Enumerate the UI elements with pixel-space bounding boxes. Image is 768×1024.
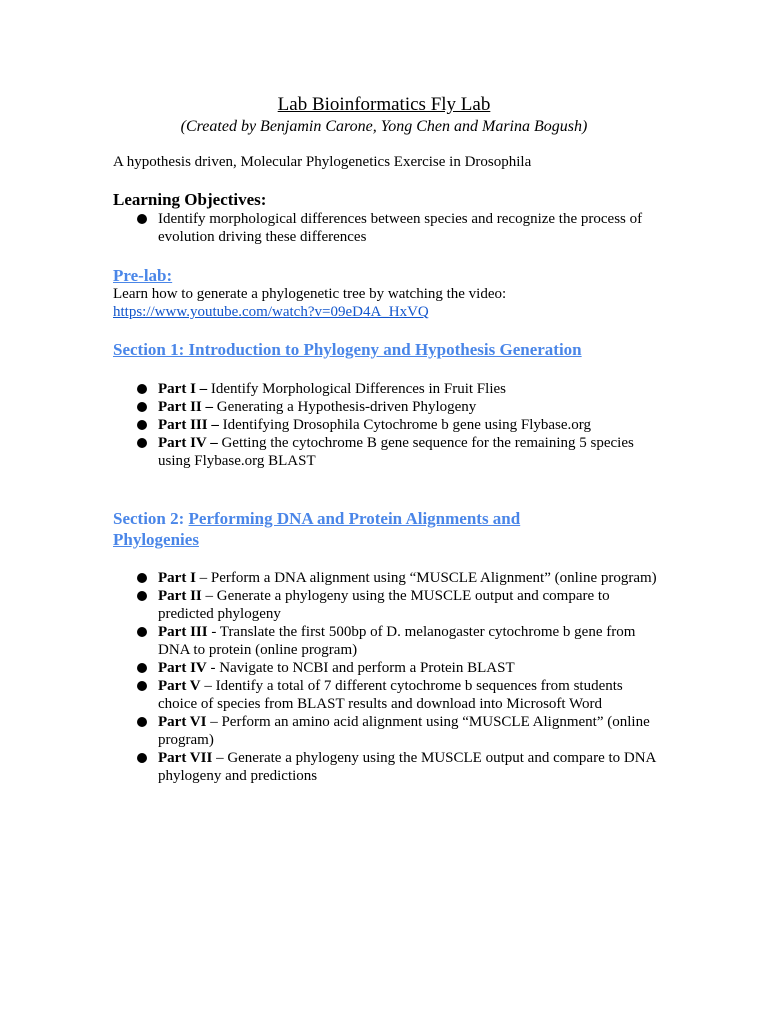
prelab-heading: Pre-lab: <box>113 266 173 285</box>
part-label: Part IV <box>158 660 207 676</box>
learning-objectives-heading: Learning Objectives: <box>113 190 267 209</box>
part-text: - Translate the first 500bp of D. melanogaster cytochrome b gene from DNA to protein (online program) <box>158 624 636 658</box>
part-label: Part III – <box>158 417 219 433</box>
bullet-icon <box>137 384 147 394</box>
part-text: Identifying Drosophila Cytochrome b gene using Flybase.org <box>218 417 591 433</box>
part-text: – Perform an amino acid alignment using “MUSCLE Alignment” (online program) <box>158 714 650 748</box>
list-item <box>0 398 658 416</box>
list-item <box>0 623 658 659</box>
bullet-icon <box>137 420 147 430</box>
bullet-icon <box>137 717 147 727</box>
part-text: – Generate a phylogeny using the MUSCLE output and compare to DNA phylogeny and predictions <box>158 750 656 784</box>
part-label: Part I <box>158 570 196 586</box>
section2-heading <box>113 508 553 550</box>
part-label: Part VI <box>158 714 207 730</box>
section1-heading: Section 1: Introduction to Phylogeny and Hypothesis Generation <box>113 340 582 359</box>
part-label: Part IV – <box>158 435 218 451</box>
list-item <box>0 434 658 470</box>
list-item <box>0 713 658 749</box>
list-item <box>0 569 658 587</box>
part-text: Identify Morphological Differences in Fruit Flies <box>207 381 506 397</box>
document-title: Lab Bioinformatics Fly Lab <box>277 94 491 115</box>
list-item <box>0 210 658 246</box>
list-item <box>0 416 658 434</box>
section2-prefix: Section 2: <box>113 509 189 528</box>
part-label: Part II <box>158 588 202 604</box>
bullet-icon <box>137 591 147 601</box>
bullet-icon <box>137 627 147 637</box>
bullet-icon <box>137 573 147 583</box>
part-label: Part II – <box>158 399 213 415</box>
part-text: – Perform a DNA alignment using “MUSCLE Alignment” (online program) <box>195 570 657 586</box>
part-label: Part V <box>158 678 201 694</box>
part-text: Getting the cytochrome B gene sequence for the remaining 5 species using Flybase.org BLAST <box>158 435 634 469</box>
bullet-icon <box>137 438 147 448</box>
bullet-icon <box>137 663 147 673</box>
list-item <box>0 659 658 677</box>
video-link[interactable]: https://www.youtube.com/watch?v=09eD4A_HxVQ <box>113 304 429 320</box>
part-label: Part I – <box>158 381 208 397</box>
part-label: Part III <box>158 624 208 640</box>
bullet-icon <box>137 402 147 412</box>
list-item <box>0 587 658 623</box>
section1-list <box>0 380 658 470</box>
list-item <box>0 677 658 713</box>
document-subtitle: (Created by Benjamin Carone, Yong Chen and Marina Bogush) <box>180 118 588 135</box>
part-label: Part VII <box>158 750 213 766</box>
objective-text: Identify morphological differences between species and recognize the process of evolution driving these differences <box>158 211 643 245</box>
part-text: - Navigate to NCBI and perform a Protein BLAST <box>206 660 515 676</box>
section2-title: Performing DNA and Protein Alignments and Phylogenies <box>113 509 521 549</box>
intro-text: A hypothesis driven, Molecular Phylogenetics Exercise in Drosophila <box>113 154 532 170</box>
learning-objectives-list <box>0 210 658 246</box>
bullet-icon <box>137 214 147 224</box>
section2-list <box>0 569 658 785</box>
prelab-text: Learn how to generate a phylogenetic tree by watching the video: <box>113 286 507 302</box>
part-text: – Identify a total of 7 different cytochrome b sequences from students choice of species from BLAST results and download into Microsoft Word <box>158 678 623 712</box>
bullet-icon <box>137 753 147 763</box>
list-item <box>0 380 658 398</box>
bullet-icon <box>137 681 147 691</box>
part-text: – Generate a phylogeny using the MUSCLE output and compare to predicted phylogeny <box>158 588 610 622</box>
list-item <box>0 749 658 785</box>
part-text: Generating a Hypothesis-driven Phylogeny <box>213 399 477 415</box>
